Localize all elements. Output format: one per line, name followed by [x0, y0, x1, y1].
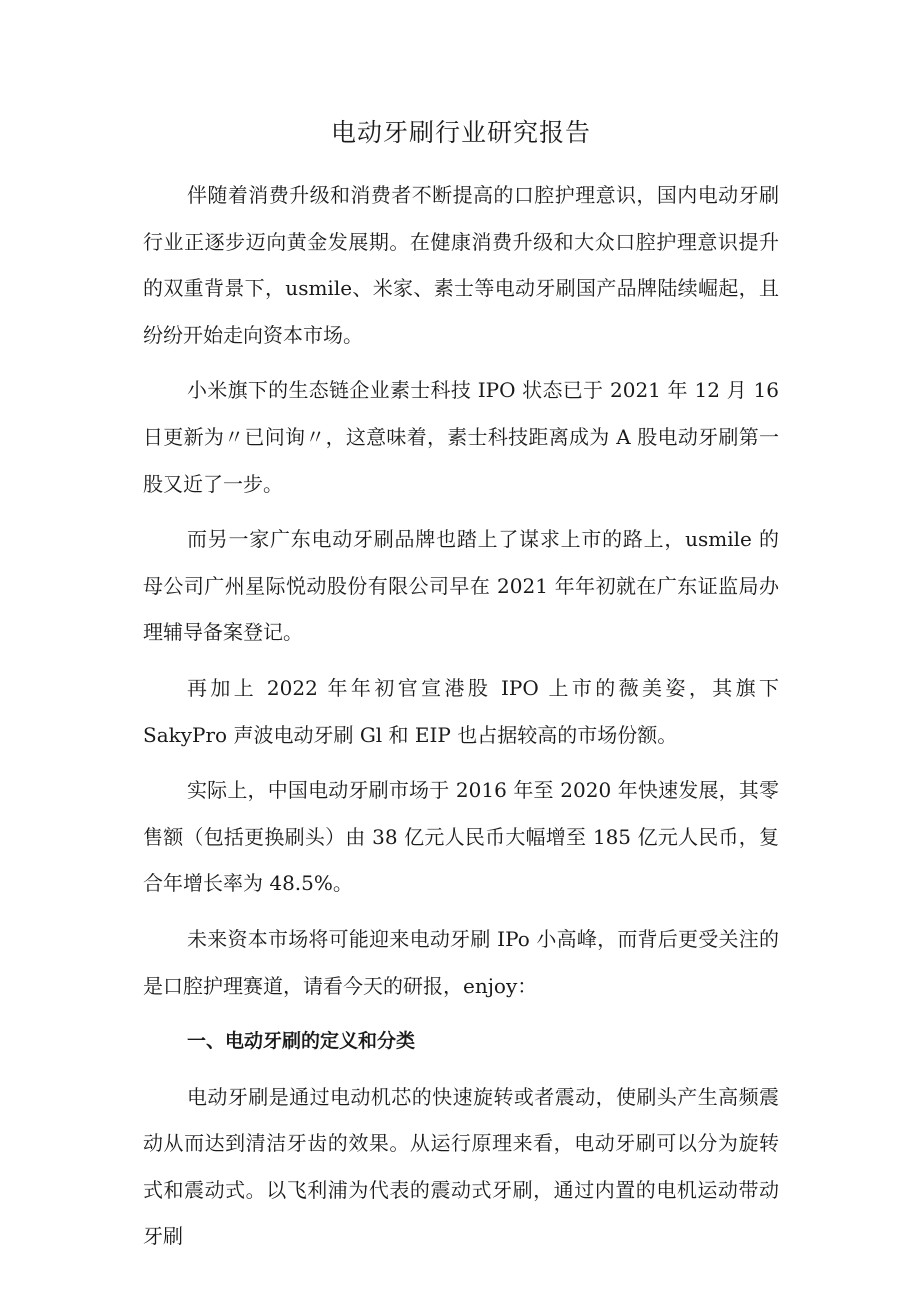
paragraph-market-growth: 实际上，中国电动牙刷市场于 2016 年至 2020 年快速发展，其零售额（包括更换刷头）由 38 亿元人民币大幅增至 185 亿元人民币，复合年增长率为 48.5%。 [143, 778, 779, 896]
paragraph-outlook: 未来资本市场将可能迎来电动牙刷 IPo 小高峰，而背后更受关注的是口腔护理赛道，请看今天的研报，enjoy： [143, 926, 779, 998]
document-body [143, 108, 779, 1260]
document-title: 电动牙刷行业研究报告 [330, 118, 591, 147]
paragraph-intro: 伴随着消费升级和消费者不断提高的口腔护理意识，国内电动牙刷行业正逐步迈向黄金发展期。在健康消费升级和大众口腔护理意识提升的双重背景下，usmile、米家、素士等电动牙刷国产品牌陆续崛起，且纷纷开始走向资本市场。 [143, 183, 779, 347]
paragraph-usmile: 而另一家广东电动牙刷品牌也踏上了谋求上市的路上，usmile 的母公司广州星际悦动股份有限公司早在 2021 年年初就在广东证监局办理辅导备案登记。 [143, 527, 779, 645]
section-heading: 一、电动牙刷的定义和分类 [187, 1030, 416, 1053]
paragraph-weimeizi: 再加上 2022 年年初官宣港股 IPO 上市的薇美姿，其旗下 SakyPro 声波电动牙刷 Gl 和 EIP 也占据较高的市场份额。 [143, 675, 779, 747]
paragraph-definition: 电动牙刷是通过电动机芯的快速旋转或者震动，使刷头产生高频震动从而达到清洁牙齿的效果。从运行原理来看，电动牙刷可以分为旋转式和震动式。以飞利浦为代表的震动式牙刷，通过内置的电机运动带动牙刷 [143, 1084, 779, 1249]
paragraph-soocas-ipo: 小米旗下的生态链企业素士科技 IPO 状态已于 2021 年 12 月 16 日更新为〃已问询〃，这意味着，素士科技距离成为 A 股电动牙刷第一股又近了一步。 [143, 378, 779, 496]
